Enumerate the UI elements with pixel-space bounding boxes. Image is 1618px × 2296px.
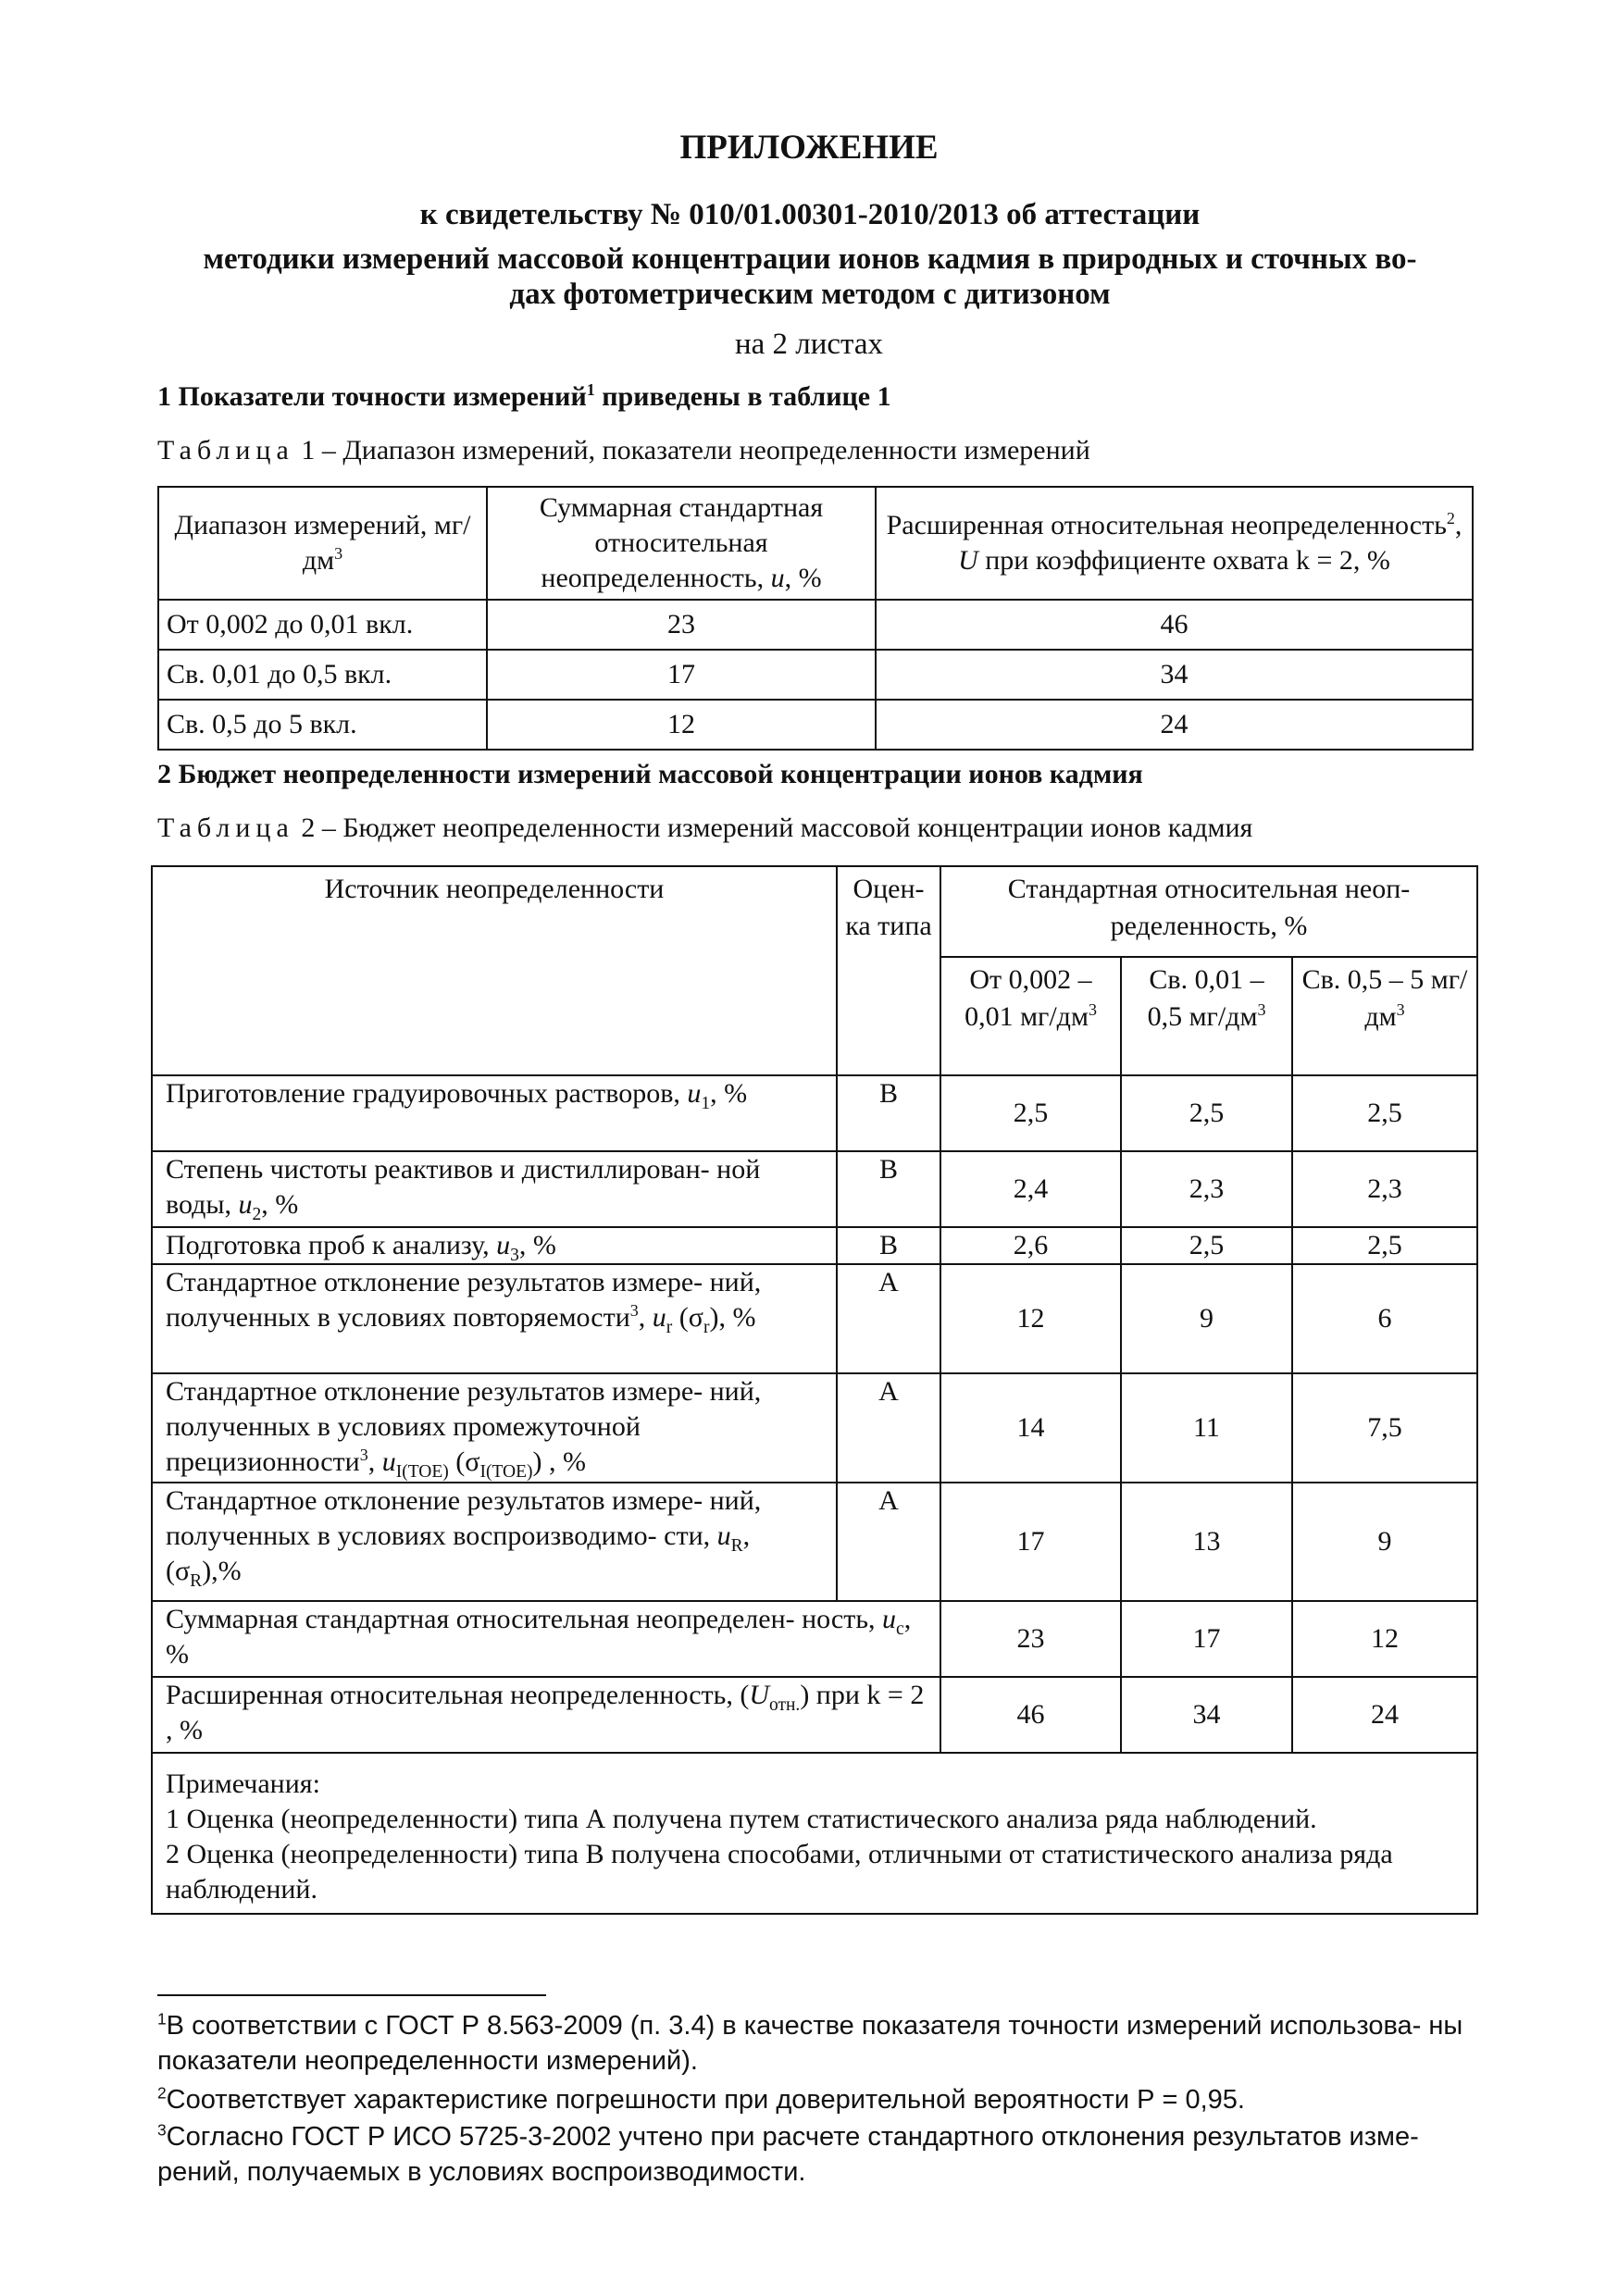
document-title: ПРИЛОЖЕНИЕ [679, 129, 939, 167]
table-header-row [152, 866, 1477, 957]
section-2-heading: 2 Бюджет неопределенности измерений массовой концентрации ионов кадмия [157, 759, 1143, 789]
header-source: Источник неопределенности [152, 866, 837, 1075]
type-cell: A [837, 1373, 940, 1483]
value-cell: 12 [1292, 1601, 1477, 1677]
note-1: 1 Оценка (неопределенности) типа А получена путем статистического анализа ряда наблюдений. [166, 1804, 1317, 1834]
type-cell: B [837, 1075, 940, 1151]
accuracy-table [157, 486, 1474, 751]
header-line-3: дах фотометрическим методом с дитизоном [509, 278, 1111, 311]
footnote-separator [157, 1994, 546, 1996]
header-type: Оцен- ка типа [837, 866, 940, 1075]
notes-title: Примечания: [166, 1769, 320, 1799]
footnote-2: $^2$Соответствует характеристике погрешности при доверительной вероятности Р = 0,95. [157, 2083, 1245, 2115]
table-row [158, 700, 1473, 750]
table-row [152, 1483, 1477, 1601]
summary-row [152, 1677, 1477, 1753]
note-2: 2 Оценка (неопределенности) типа В получена способами, отличными от статистического анализа ряда наблюдений. [166, 1839, 1393, 1905]
source-cell: Стандартное отклонение результатов измере- ний, полученных в условиях повторяемости$^3$, $u_r$ $(\sigma_r)$, % [152, 1264, 837, 1373]
value-cell: 12 [940, 1264, 1121, 1373]
value-cell: 9 [1121, 1264, 1292, 1373]
range-cell: Св. 0,5 до 5 вкл. [158, 700, 487, 750]
source-cell: Подготовка проб к анализу, $u_3$, % [152, 1227, 837, 1264]
header-line-1: к свидетельству № 010/01.00301-2010/2013 об аттестации [419, 198, 1201, 231]
value-cell: 2,3 [1292, 1151, 1477, 1227]
summary-row [152, 1601, 1477, 1677]
value-cell: 17 [1121, 1601, 1292, 1677]
value-cell: 23 [940, 1601, 1121, 1677]
value-cell: 6 [1292, 1264, 1477, 1373]
sheets-count: на 2 листах [734, 328, 884, 361]
type-cell: B [837, 1227, 940, 1264]
table-row [152, 1264, 1477, 1373]
value-cell: 9 [1292, 1483, 1477, 1601]
U-cell: 34 [876, 650, 1473, 700]
value-cell: 2,5 [940, 1075, 1121, 1151]
header-standard-uncertainty: Суммарная стандартная относительная неопределенность, u, % [487, 487, 876, 600]
value-cell: 14 [940, 1373, 1121, 1483]
table-row [158, 650, 1473, 700]
u-cell: 12 [487, 700, 876, 750]
type-cell: B [837, 1151, 940, 1227]
source-cell: Приготовление градуировочных растворов, $u_1$, % [152, 1075, 837, 1151]
source-cell: Степень чистоты реактивов и дистиллирован- ной воды, $u_2$, % [152, 1151, 837, 1227]
value-cell: 11 [1121, 1373, 1292, 1483]
uncertainty-budget-table [151, 865, 1478, 1915]
header-line-2: методики измерений массовой концентрации ионов кадмия в природных и сточных во- [203, 242, 1417, 276]
notes-cell [152, 1753, 1477, 1914]
value-cell: 2,5 [1121, 1227, 1292, 1264]
header-expanded-uncertainty: Расширенная относительная неопределенность$^2$, U при коэффициенте охвата k = 2, % [876, 487, 1473, 600]
source-cell: Расширенная относительная неопределенность, $(U_{отн.})$ при k = 2 , % [152, 1677, 940, 1753]
footnote-3: $^3$Согласно ГОСТ Р ИСО 5725-3-2002 учтено при расчете стандартного отклонения результатов изме- рений, получаемых в условиях воспроизводимости. [157, 2120, 1419, 2187]
u-cell: 23 [487, 600, 876, 650]
value-cell: 46 [940, 1677, 1121, 1753]
footnote-1: $^1$В соответствии с ГОСТ Р 8.563-2009 (п. 3.4) в качестве показателя точности измерений использова- ны показатели неопределенности измерений). [157, 2009, 1463, 2076]
table-header-row [158, 487, 1473, 600]
value-cell: 2,5 [1292, 1227, 1477, 1264]
range-cell: От 0,002 до 0,01 вкл. [158, 600, 487, 650]
value-cell: 2,3 [1121, 1151, 1292, 1227]
notes-row [152, 1753, 1477, 1914]
value-cell: 2,6 [940, 1227, 1121, 1264]
table-row [152, 1373, 1477, 1483]
type-cell: A [837, 1264, 940, 1373]
header-standard-relative-uncertainty: Стандартная относительная неоп- ределенность, % [940, 866, 1477, 957]
type-cell: A [837, 1483, 940, 1601]
header-range-3: Св. 0,5 – 5 $мг/дм^3$ [1292, 957, 1477, 1075]
value-cell: 2,5 [1292, 1075, 1477, 1151]
table-row [158, 600, 1473, 650]
table-row [152, 1227, 1477, 1264]
header-range: Диапазон измерений, $мг/дм^3$ [158, 487, 487, 600]
value-cell: 17 [940, 1483, 1121, 1601]
table-row [152, 1075, 1477, 1151]
section-1-heading: 1 Показатели точности измерений$^1$ приведены в таблице 1 [157, 380, 891, 412]
U-cell: 46 [876, 600, 1473, 650]
header-range-1: От 0,002 – 0,01 $мг/дм^3$ [940, 957, 1121, 1075]
source-cell: Стандартное отклонение результатов измере- ний, полученных в условиях промежуточной прецизионности$^3$, $u_{I(TOE)}$ $(\sigma_{I(TOE)})$ , % [152, 1373, 837, 1483]
source-cell: Стандартное отклонение результатов измере- ний, полученных в условиях воспроизводимо- сти, $u_R$, $(\sigma_R),\%$ [152, 1483, 837, 1601]
range-cell: Св. 0,01 до 0,5 вкл. [158, 650, 487, 700]
u-cell: 17 [487, 650, 876, 700]
value-cell: 34 [1121, 1677, 1292, 1753]
header-range-2: Св. 0,01 – 0,5 $мг/дм^3$ [1121, 957, 1292, 1075]
value-cell: 24 [1292, 1677, 1477, 1753]
source-cell: Суммарная стандартная относительная неопределен- ность, $u_c$, % [152, 1601, 940, 1677]
table-row [152, 1151, 1477, 1227]
U-cell: 24 [876, 700, 1473, 750]
value-cell: 2,4 [940, 1151, 1121, 1227]
value-cell: 7,5 [1292, 1373, 1477, 1483]
value-cell: 2,5 [1121, 1075, 1292, 1151]
table-2-caption: Таблица 2 – Бюджет неопределенности измерений массовой концентрации ионов кадмия [157, 813, 1253, 843]
value-cell: 13 [1121, 1483, 1292, 1601]
table-1-caption: Таблица 1 – Диапазон измерений, показатели неопределенности измерений [157, 435, 1090, 465]
